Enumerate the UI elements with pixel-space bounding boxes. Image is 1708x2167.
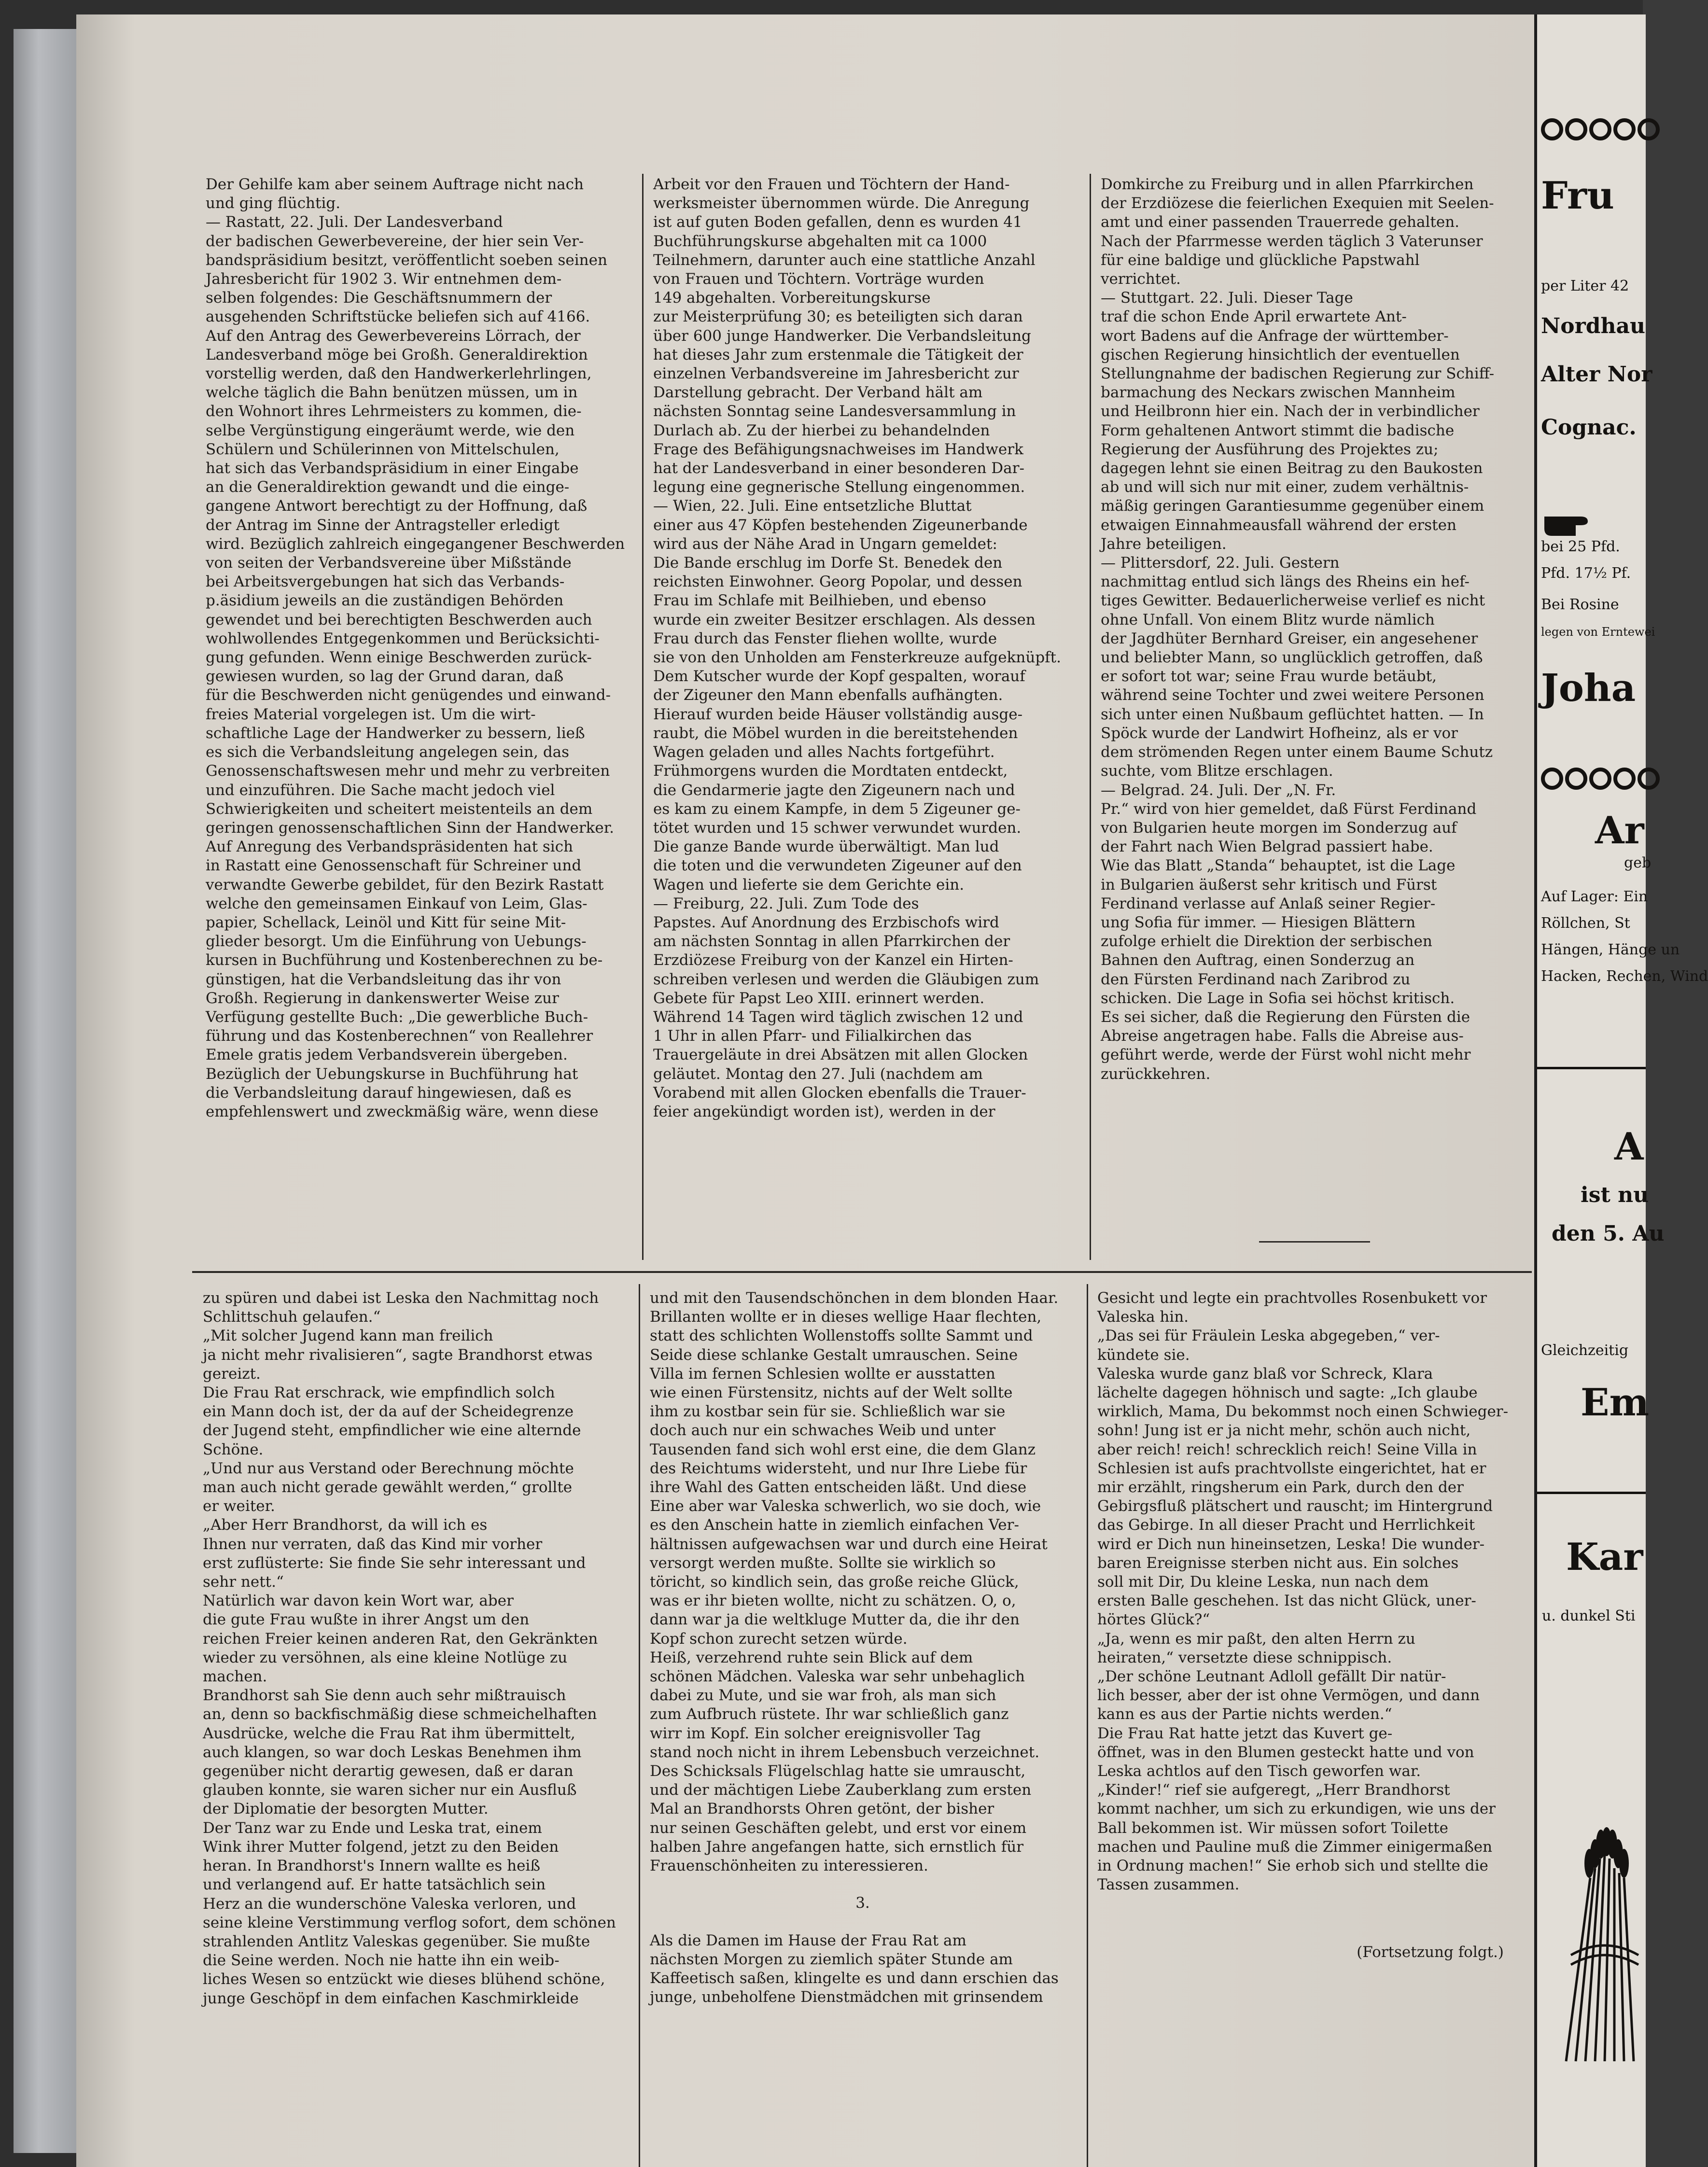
right-page-ads bbox=[1534, 14, 1708, 2167]
ad-notice-1: ist nu bbox=[1581, 1183, 1649, 1207]
ad-cognac: Cognac. bbox=[1541, 415, 1637, 440]
ad-notice-2: den 5. Au bbox=[1552, 1221, 1665, 1246]
ad-dunkel: u. dunkel Sti bbox=[1542, 1608, 1636, 1624]
column-rule-upper-2 bbox=[1090, 174, 1091, 1260]
newspaper-page bbox=[76, 14, 1534, 2167]
ring-ornament-icon bbox=[1541, 118, 1563, 140]
ad-rule-2 bbox=[1537, 1492, 1646, 1494]
ad-headline-ar: Ar bbox=[1595, 809, 1644, 853]
column-rule-upper-1 bbox=[642, 174, 644, 1260]
upper-column-1-text: Der Gehilfe kam aber seinem Auftrage nicht nach und ging flüchtig. — Rastatt, 22. Juli. Der Landesverband der badischen Gewerbevereine, der hier sein Ver- bandspräsidium besitzt, veröffentlicht soeben seinen Jahresbericht für 1902 3. Wir entnehmen dem- selben folgendes: Die Geschäftsnummern der ausgehenden Schriftstücke beliefen sich auf 4166. Auf den Antrag des Gewerbevereins Lörrach, der Landesverband möge bei Großh. Generaldirektion vorstellig werden, daß den Handwerkerlehrlingen, welche täglich die Bahn benützen müssen, um in den Wohnort ihres Lehrmeisters zu kommen, die- selbe Vergünstigung eingeräumt werde, wie den Schülern und Schülerinnen von Mittelschulen, hat sich das Verbandspräsidium in einer Eingabe an die Generaldirektion gewandt und die einge- gangene Antwort berechtigt zu der Hoffnung, daß der Antrag im Sinne der Antragsteller erledigt wird. Bezüglich zahlreich eingegangener Beschwerden von seiten der Verbandsvereine über Mißstände bei Arbeitsvergebungen hat sich das Verbands- p.äsidium jeweils an die zuständigen Behörden gewendet und bei berechtigten Beschwerden auch wohlwollendes Entgegenkommen und Berücksichti- gung gefunden. Wenn einige Beschwerden zurück- gewiesen wurden, so lag der Grund daran, daß für die Beschwerden nicht genügendes und einwand- freies Material vorgelegen ist. Um die wirt- schaftliche Lage der Handwerker zu bessern, ließ es sich die Verbandsleitung angelegen sein, das Genossenschaftswesen mehr und mehr zu verbreiten und einzuführen. Die Sache macht jedoch viel Schwierigkeiten und scheitert meistenteils an dem geringen genossenschaftlichen Sinn der Handwerker. Auf Anregung des Verbandspräsidenten hat sich in Rastatt eine Genossenschaft für Schreiner und verwandte Gewerbe gebildet, für den Bezirk Rastatt welche den gemeinsamen Einkauf von Leim, Glas- papier, Schellack, Leinöl und Kitt für seine Mit- glieder besorgt. Um die Einführung von Uebungs- kursen in Buchführung und Kostenberechnen zu be- günstigen, hat die Verbandsleitung das ihr von Großh. Regierung in dankenswerter Weise zur Verfügung gestellte Buch: „Die gewerbliche Buch- führung und das Kostenberechnen“ von Reallehrer Emele gratis jedem Verbandsverein übergeben. Bezüglich der Uebungskurse in Buchführung hat die Verbandsleitung darauf hingewiesen, daß es empfehlenswert und zweckmäßig wäre, wenn diese bbox=[206, 176, 625, 1120]
ad-simultan: Gleichzeitig bbox=[1541, 1342, 1629, 1359]
lower-column-1 bbox=[203, 1289, 629, 2167]
ring-ornament-icon bbox=[1613, 768, 1636, 790]
ad-stock-4: Hacken, Rechen, Wind bbox=[1541, 968, 1708, 985]
ad-liquor-1: Nordhau bbox=[1541, 314, 1646, 338]
ring-ornament-icon bbox=[1638, 118, 1660, 140]
ring-ornament-icon bbox=[1565, 768, 1587, 790]
ring-ornament-icon bbox=[1541, 768, 1563, 790]
lower-column-2 bbox=[650, 1289, 1076, 2167]
ad-harvest: legen von Erntewei bbox=[1541, 625, 1655, 639]
ring-ornament-icon bbox=[1613, 118, 1636, 140]
ad-price-line: per Liter 42 bbox=[1541, 278, 1629, 294]
chapter-text: Als die Damen im Hause der Frau Rat am nächsten Morgen zu ziemlich später Stunde am Kaffeetisch saßen, klingelte es und dann erschien das junge, unbeholfene Dienstmädchen mit grinsendem bbox=[650, 1931, 1059, 2006]
ad-stock-1: Auf Lager: Ein bbox=[1541, 888, 1648, 905]
upper-column-1 bbox=[206, 175, 631, 1259]
chapter-number: 3. bbox=[855, 1894, 870, 1912]
article-end-rule bbox=[1259, 1241, 1370, 1243]
ad-notice-initial: A bbox=[1614, 1125, 1644, 1169]
column-rule-lower-2 bbox=[1087, 1284, 1088, 2167]
ad-weight-2: Pfd. 17½ Pf. bbox=[1541, 565, 1631, 582]
ring-row-middle bbox=[1541, 768, 1662, 792]
upper-column-2 bbox=[653, 175, 1079, 1259]
ad-stock-3: Hängen, Hänge un bbox=[1541, 941, 1680, 958]
ad-weight-1: bei 25 Pfd. bbox=[1541, 538, 1620, 555]
pointing-hand-icon bbox=[1542, 507, 1605, 541]
book-spine bbox=[14, 29, 76, 2153]
ad-headline-fru: Fru bbox=[1541, 174, 1614, 218]
ad-kar: Kar bbox=[1566, 1535, 1643, 1579]
lower-column-1-text: zu spüren und dabei ist Leska den Nachmittag noch Schlittschuh gelaufen.“ „Mit solcher Jugend kann man freilich ja nicht mehr rivalisieren“, sagte Brandhorst etwas gereizt. Die Frau Rat erschrack, wie empfindlich solch ein Mann doch ist, der da auf der Scheidegrenze der Jugend steht, empfindlicher wie eine alternde Schöne. „Und nur aus Verstand oder Berechnung möchte man auch nicht gerade gewählt werden,“ grollte er weiter. „Aber Herr Brandhorst, da will ich es Ihnen nur verraten, daß das Kind mir vorher erst zuflüsterte: Sie finde Sie sehr interessant und sehr nett.“ Natürlich war davon kein Wort war, aber die gute Frau wußte in ihrer Angst um den reichen Freier keinen anderen Rat, den Gekränkten wieder zu versöhnen, als eine kleine Notlüge zu machen. Brandhorst sah Sie denn auch sehr mißtrauisch an, denn so backfischmäßig diese schmeichelhaften Ausdrücke, welche die Frau Rat ihm übermittelt, auch klangen, so war doch Leskas Benehmen ihm gegenüber nicht derartig gewesen, daß er daran glauben konnte, sie waren sicher nur ein Ausfluß der Diplomatie der besorgten Mutter. Der Tanz war zu Ende und Leska trat, einem Wink ihrer Mutter folgend, jetzt zu den Beiden heran. In Brandhorst's Innern wallte es heiß und verlangend auf. Er hatte tatsächlich sein Herz an die wunderschöne Valeska verloren, und seine kleine Verstimmung verflog sofort, dem schönen strahlenden Antlitz Valeskas gegenüber. Sie mußte die Seine werden. Noch nie hatte ihn ein weib- liches Wesen so entzückt wie dieses blühend schöne, junge Geschöpf in dem einfachen Kaschmirkleide bbox=[203, 1289, 616, 2007]
lower-column-2-text: und mit den Tausendschönchen in dem blonden Haar. Brillanten wollte er in dieses wellige Haar flechten, statt des schlichten Wollenstoffs sollte Sammt und Seide diese schlanke Gestalt umrauschen. Seine Villa im fernen Schlesien wollte er ausstatten wie einen Fürstensitz, nichts auf der Welt sollte ihm zu kostbar sein für sie. Schließlich war sie doch auch nur ein schwaches Weib und unter Tausenden fand sich wohl erst eine, die dem Glanz des Reichtums widersteht, und nur Ihre Liebe für ihre Wahl des Gatten entscheiden läßt. Und diese Eine aber war Valeska schwerlich, wo sie doch, wie es den Anschein hatte in ziemlich einfachen Ver- hältnissen aufgewachsen war und durch eine Heirat versorgt werden mußte. Sollte sie wirklich so töricht, so kindlich sein, das große reiche Glück, was er ihr bieten wollte, nicht zu schätzen. O, o, dann war ja die weltkluge Mutter da, die ihr den Kopf schon zurecht setzen würde. Heiß, verzehrend ruhte sein Blick auf dem schönen Mädchen. Valeska war sehr unbehaglich dabei zu Mute, und sie war froh, als man sich zum Aufbruch rüstete. Ihr war schließlich ganz wirr im Kopf. Ein solcher ereignisvoller Tag stand noch nicht in ihrem Lebensbuch verzeichnet. Des Schicksals Flügelschlag hatte sie umrauscht, und der mächtigen Liebe Zauberklang zum ersten Mal an Brandhorsts Ohren getönt, der bisher nur seinen Geschäften gelebt, und erst vor einem halben Jahre angefangen hatte, sich ernstlich für Frauenschönheiten zu interessieren. bbox=[650, 1289, 1059, 1875]
upper-column-2-text: Arbeit vor den Frauen und Töchtern der Hand- werksmeister übernommen würde. Die Anregung ist auf guten Boden gefallen, denn es wurden 41 Buchführungskurse abgehalten mit ca 1000 Teilnehmern, darunter auch eine stattliche Anzahl von Frauen und Töchtern. Vorträge wurden 149 abgehalten. Vorbereitungskurse zur Meisterprüfung 30; es beteiligten sich daran über 600 junge Handwerker. Die Verbandsleitung hat dieses Jahr zum erstenmale die Tätigkeit der einzelnen Verbandsvereine im Jahresbericht zur Darstellung gebracht. Der Verband hält am nächsten Sonntag seine Landesversammlung in Durlach ab. Zu der hierbei zu behandelnden Frage des Befähigungsnachweises im Handwerk hat der Landesverband in einer besonderen Dar- legung eine gegnerische Stellung eingenommen. — Wien, 22. Juli. Eine entsetzliche Bluttat einer aus 47 Köpfen bestehenden Zigeunerbande wird aus der Nähe Arad in Ungarn gemeldet: Die Bande erschlug im Dorfe St. Benedek den reichsten Einwohner. Georg Popolar, und dessen Frau im Schlafe mit Beilhieben, und ebenso wurde ein zweiter Besitzer erschlagen. Als dessen Frau durch das Fenster fliehen wollte, wurde sie von den Unholden am Fensterkreuze aufgeknüpft. Dem Kutscher wurde der Kopf gespalten, worauf der Zigeuner den Mann ebenfalls aufhängten. Hierauf wurden beide Häuser vollständig ausge- raubt, die Möbel wurden in die bereitstehenden Wagen geladen und alles Nachts fortgeführt. Frühmorgens wurden die Mordtaten entdeckt, die Gendarmerie jagte den Zigeunern nach und es kam zu einem Kampfe, in dem 5 Zigeuner ge- tötet wurden und 15 schwer verwundet wurden. Die ganze Bande wurde überwältigt. Man lud die toten und die verwundeten Zigeuner auf den Wagen und lieferte sie dem Gerichte ein. — Freiburg, 22. Juli. Zum Tode des Papstes. Auf Anordnung des Erzbischofs wird am nächsten Sonntag in allen Pfarrkirchen der Erzdiözese Freiburg von der Kanzel ein Hirten- schreiben verlesen und werden die Gläubigen zum Gebete für Papst Leo XIII. erinnert werden. Während 14 Tagen wird täglich zwischen 12 und 1 Uhr in allen Pfarr- und Filialkirchen das Trauergeläute in drei Absätzen mit allen Glocken geläutet. Montag den 27. Juli (nachdem am Vorabend mit allen Glocken ebenfalls die Trauer- feier angekündigt worden ist), werden in der bbox=[653, 176, 1061, 1120]
ad-stock-2: Röllchen, St bbox=[1541, 915, 1630, 932]
ring-ornament-icon bbox=[1565, 118, 1587, 140]
ad-em: Em bbox=[1581, 1381, 1649, 1425]
ad-name-joha: Joha bbox=[1541, 666, 1636, 710]
ad-sender: Bei Rosine bbox=[1541, 596, 1619, 613]
wheat-sheaf-illustration bbox=[1547, 1772, 1643, 2071]
continuation-note: (Fortsetzung folgt.) bbox=[1357, 1943, 1504, 1961]
ad-liquor-2: Alter Nor bbox=[1541, 362, 1652, 387]
column-rule-lower-1 bbox=[639, 1284, 640, 2167]
ad-ring-sub: geb bbox=[1624, 854, 1652, 871]
ad-rule-1 bbox=[1537, 1067, 1646, 1069]
ring-ornament-icon bbox=[1589, 118, 1611, 140]
ring-row-top bbox=[1541, 118, 1662, 142]
upper-column-3-text: Domkirche zu Freiburg und in allen Pfarrkirchen der Erzdiözese die feierlichen Exequien mit Seelen- amt und einer passenden Trauerrede gehalten. Nach der Pfarrmesse werden täglich 3 Vaterunser für eine baldige und glückliche Papstwahl verrichtet. — Stuttgart. 22. Juli. Dieser Tage traf die schon Ende April erwartete Ant- wort Badens auf die Anfrage der württember- gischen Regierung hinsichtlich der eventuellen Stellungnahme der badischen Regierung zur Schiff- barmachung des Neckars zwischen Mannheim und Heilbronn hier ein. Nach der in verbindlicher Form gehaltenen Antwort stimmt die badische Regierung der Ausführung des Projektes zu; dagegen lehnt sie einen Beitrag zu den Baukosten ab und will sich nur mit einer, zudem verhältnis- mäßig geringen Garantiesumme gegenüber einem etwaigen Einnahmeausfall während der ersten Jahre beteiligen. — Plittersdorf, 22. Juli. Gestern nachmittag entlud sich längs des Rheins ein hef- tiges Gewitter. Bedauerlicherweise verlief es nicht ohne Unfall. Von einem Blitz wurde nämlich der Jagdhüter Bernhard Greiser, ein angesehener und beliebter Mann, so unglücklich getroffen, daß er sofort tot war; seine Frau wurde betäubt, während seine Tochter und zwei weitere Personen sich unter einen Nußbaum geflüchtet hatten. — In Spöck wurde der Landwirt Hofheinz, als er vor dem strömenden Regen unter einem Baume Schutz suchte, vom Blitze erschlagen. — Belgrad. 24. Juli. Der „N. Fr. Pr.“ wird von hier gemeldet, daß Fürst Ferdinand von Bulgarien heute morgen im Sonderzug auf der Fahrt nach Wien Belgrad passiert habe. Wie das Blatt „Standa“ behauptet, ist die Lage in Bulgarien äußerst sehr kritisch und Fürst Ferdinand verlasse auf Anlaß seiner Regier- ung Sofia für immer. — Hiesigen Blättern zufolge erhielt die Direktion der serbischen Bahnen den Auftrag, einen Sonderzug an den Fürsten Ferdinand nach Zaribrod zu schicken. Die Lage in Sofia sei höchst kritisch. Es sei sicher, daß die Regierung den Fürsten die Abreise angetragen habe. Falls die Abreise aus- geführt werde, werde der Fürst wohl nicht mehr zurückkehren. bbox=[1101, 176, 1495, 1083]
lower-column-3 bbox=[1097, 1289, 1523, 2167]
lower-column-3-text: Gesicht und legte ein prachtvolles Rosenbukett vor Valeska hin. „Das sei für Fräulein Leska abgegeben,“ ver- kündete sie. Valeska wurde ganz blaß vor Schreck, Klara lächelte dagegen höhnisch und sagte: „Ich glaube wirklich, Mama, Du bekommst noch einen Schwieger- sohn! Jung ist er ja nicht mehr, schön auch nicht, aber reich! reich! schrecklich reich! Seine Villa in Schlesien ist aufs prachtvollste eingerichtet, hat er mir erzählt, ringsherum ein Park, durch den der Gebirgsfluß plätschert und rauscht; im Hintergrund das Gebirge. In all dieser Pracht und Herrlichkeit wird er Dich nun hineinsetzen, Leska! Die wunder- baren Ereignisse sterben nicht aus. Ein solches soll mit Dir, Du kleine Leska, nun nach dem ersten Balle geschehen. Ist das nicht Glück, uner- hörtes Glück?“ „Ja, wenn es mir paßt, den alten Herrn zu heiraten,“ versetzte diese schnippisch. „Der schöne Leutnant Adloll gefällt Dir natür- lich besser, aber der ist ohne Vermögen, und dann kann es aus der Partie nichts werden.“ Die Frau Rat hatte jetzt das Kuvert ge- öffnet, was in den Blumen gesteckt hatte und von Leska achtlos auf den Tisch geworfen war. „Kinder!“ rief sie aufgeregt, „Herr Brandhorst kommt nachher, um sich zu erkundigen, wie uns der Ball bekommen ist. Wir müssen sofort Toilette machen und Pauline muß die Zimmer einigermaßen in Ordnung machen!“ Sie erhob sich und stellte die Tassen zusammen. bbox=[1097, 1289, 1509, 1894]
section-divider bbox=[192, 1271, 1532, 1273]
upper-column-3 bbox=[1101, 175, 1526, 1259]
ring-ornament-icon bbox=[1638, 768, 1660, 790]
ring-ornament-icon bbox=[1589, 768, 1611, 790]
